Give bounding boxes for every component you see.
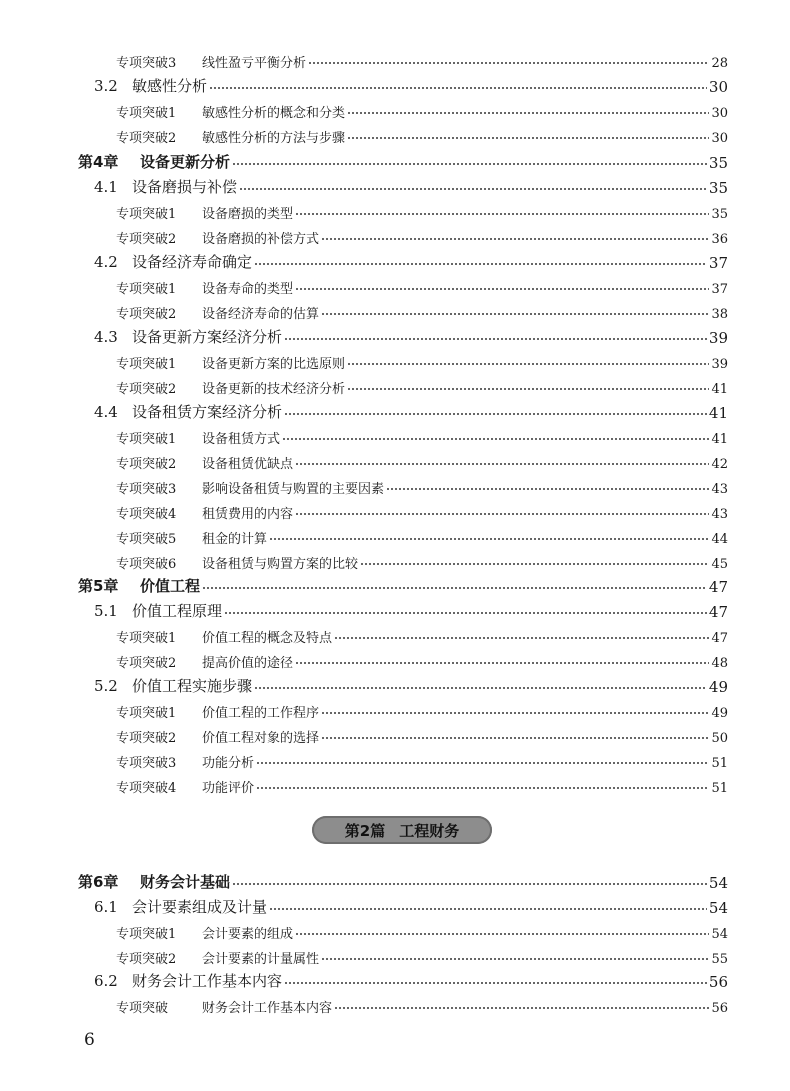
toc-entry-label xyxy=(116,102,345,121)
toc-entry-topic xyxy=(0,747,790,771)
toc-entry-page: 47 xyxy=(708,578,728,596)
toc-entry-label xyxy=(94,896,267,917)
toc-entry-title: 会计要素的计量属性 xyxy=(202,952,320,967)
toc-entry-label xyxy=(116,997,332,1016)
toc-entry-topic xyxy=(0,348,790,372)
toc-entry-sect xyxy=(0,173,790,197)
toc-entry-sect xyxy=(0,967,790,991)
toc-entry-label xyxy=(116,553,358,572)
toc-entry-number: 专项突破2 xyxy=(116,232,177,247)
toc-entry-title: 设备磨损与补偿 xyxy=(132,178,238,196)
toc-entry-title: 租金的计算 xyxy=(202,532,268,547)
dot-leader xyxy=(232,163,707,165)
toc-entry-label xyxy=(116,503,293,522)
toc-entry-label xyxy=(116,702,319,721)
toc-entry-number: 5.1 xyxy=(94,602,118,620)
toc-entry-label xyxy=(94,600,222,621)
toc-entry-number: 专项突破2 xyxy=(116,656,177,671)
toc-entry-page: 28 xyxy=(711,56,728,71)
toc-entry-title: 会计要素的组成 xyxy=(202,927,294,942)
toc-entry-page: 49 xyxy=(711,706,728,721)
toc-entry-title: 影响设备租赁与购置的主要因素 xyxy=(202,482,385,497)
dot-leader xyxy=(295,288,709,290)
toc-entry-topic xyxy=(0,498,790,522)
toc-entry-topic xyxy=(0,992,790,1016)
toc-entry-number: 专项突破2 xyxy=(116,952,177,967)
toc-entry-title: 设备寿命的类型 xyxy=(202,282,294,297)
toc-entry-page: 39 xyxy=(711,357,728,372)
toc-entry-page: 54 xyxy=(708,874,728,892)
dot-leader xyxy=(254,687,707,689)
toc-entry-number: 专项突破2 xyxy=(116,457,177,472)
toc-entry-number: 专项突破1 xyxy=(116,706,177,721)
toc-entry-number: 专项突破6 xyxy=(116,557,177,572)
dot-leader xyxy=(321,958,709,960)
toc-entry-page: 51 xyxy=(711,781,728,796)
toc-entry-chap xyxy=(0,148,790,172)
toc-entry-topic xyxy=(0,198,790,222)
toc-entry-title: 设备更新的技术经济分析 xyxy=(202,382,346,397)
toc-entry-label xyxy=(78,575,200,596)
toc-entry-label xyxy=(116,228,319,247)
dot-leader xyxy=(295,662,709,664)
toc-entry-title: 价值工程 xyxy=(140,577,201,595)
toc-entry-number: 专项突破 xyxy=(116,1001,169,1016)
toc-entry-page: 41 xyxy=(708,404,728,422)
toc-entry-number: 专项突破5 xyxy=(116,532,177,547)
toc-entry-page: 41 xyxy=(711,432,728,447)
toc-entry-label xyxy=(116,52,306,71)
toc-entry-sect xyxy=(0,323,790,347)
toc-entry-title: 设备更新方案经济分析 xyxy=(132,328,283,346)
dot-leader xyxy=(254,263,707,265)
toc-entry-page: 48 xyxy=(711,656,728,671)
toc-entry-title: 设备租赁方式 xyxy=(202,432,281,447)
dot-leader xyxy=(347,112,709,114)
toc-entry-number: 专项突破1 xyxy=(116,357,177,372)
toc-entry-topic xyxy=(0,722,790,746)
toc-entry-number: 专项突破3 xyxy=(116,756,177,771)
toc-entry-topic xyxy=(0,473,790,497)
toc-entry-page: 47 xyxy=(711,631,728,646)
toc-entry-label xyxy=(116,453,293,472)
dot-leader xyxy=(321,737,709,739)
toc-entry-label xyxy=(116,777,254,796)
toc-entry-sect xyxy=(0,72,790,96)
toc-entry-title: 设备租赁方案经济分析 xyxy=(132,403,283,421)
toc-entry-label xyxy=(116,923,293,942)
toc-entry-label xyxy=(94,176,237,197)
toc-entry-chap xyxy=(0,572,790,596)
dot-leader xyxy=(295,933,709,935)
toc-entry-label xyxy=(116,528,267,547)
toc-entry-topic xyxy=(0,448,790,472)
toc-entry-number: 专项突破1 xyxy=(116,207,177,222)
toc-entry-number: 6.2 xyxy=(94,972,118,990)
toc-entry-page: 43 xyxy=(711,507,728,522)
toc-entry-page: 45 xyxy=(711,557,728,572)
toc-entry-page: 47 xyxy=(708,603,728,621)
dot-leader xyxy=(347,363,709,365)
toc-entry-title: 价值工程对象的选择 xyxy=(202,731,320,746)
toc-entry-title: 财务会计工作基本内容 xyxy=(202,1001,333,1016)
toc-entry-title: 价值工程实施步骤 xyxy=(132,677,253,695)
toc-entry-topic xyxy=(0,47,790,71)
toc-entry-title: 设备磨损的类型 xyxy=(202,207,294,222)
toc-entry-title: 敏感性分析 xyxy=(132,77,208,95)
toc-entry-sect xyxy=(0,893,790,917)
toc-entry-title: 价值工程原理 xyxy=(132,602,223,620)
toc-entry-label xyxy=(116,303,319,322)
toc-entry-number: 专项突破3 xyxy=(116,56,177,71)
toc-entry-page: 54 xyxy=(708,899,728,917)
toc-entry-page: 41 xyxy=(711,382,728,397)
toc-entry-topic xyxy=(0,772,790,796)
toc-entry-number: 专项突破4 xyxy=(116,507,177,522)
toc-entry-topic xyxy=(0,622,790,646)
toc-entry-number: 第6章 xyxy=(78,873,119,891)
toc-entry-topic xyxy=(0,273,790,297)
toc-entry-number: 专项突破3 xyxy=(116,482,177,497)
toc-entry-number: 3.2 xyxy=(94,77,118,95)
toc-entry-label xyxy=(94,970,282,991)
toc-entry-title: 线性盈亏平衡分析 xyxy=(202,56,307,71)
toc-entry-number: 专项突破1 xyxy=(116,282,177,297)
toc-entry-topic xyxy=(0,423,790,447)
dot-leader xyxy=(284,982,707,984)
dot-leader xyxy=(282,438,709,440)
toc-entry-title: 设备经济寿命确定 xyxy=(132,253,253,271)
toc-entry-title: 会计要素组成及计量 xyxy=(132,898,268,916)
toc-entry-label xyxy=(116,652,293,671)
toc-entry-topic xyxy=(0,298,790,322)
toc-entry-number: 4.4 xyxy=(94,403,118,421)
toc-entry-title: 设备更新方案的比选原则 xyxy=(202,357,346,372)
toc-entry-label xyxy=(116,752,254,771)
toc-entry-label xyxy=(78,871,230,892)
toc-entry-label xyxy=(116,278,293,297)
toc-entry-topic xyxy=(0,97,790,121)
dot-leader xyxy=(232,883,707,885)
dot-leader xyxy=(284,338,707,340)
toc-entry-label xyxy=(94,401,282,422)
toc-entry-chap xyxy=(0,868,790,892)
dot-leader xyxy=(256,787,709,789)
toc-entry-title: 设备租赁与购置方案的比较 xyxy=(202,557,359,572)
dot-leader xyxy=(202,587,707,589)
toc-entry-title: 敏感性分析的概念和分类 xyxy=(202,106,346,121)
part-banner xyxy=(312,816,492,844)
toc-entry-page: 30 xyxy=(708,78,728,96)
dot-leader xyxy=(334,637,709,639)
dot-leader xyxy=(239,188,707,190)
toc-entry-title: 价值工程的概念及特点 xyxy=(202,631,333,646)
toc-entry-page: 51 xyxy=(711,756,728,771)
toc-entry-number: 专项突破1 xyxy=(116,432,177,447)
toc-entry-title: 租赁费用的内容 xyxy=(202,507,294,522)
toc-entry-number: 4.2 xyxy=(94,253,118,271)
dot-leader xyxy=(284,413,707,415)
toc-entry-topic xyxy=(0,918,790,942)
toc-entry-page: 49 xyxy=(708,678,728,696)
toc-entry-label xyxy=(94,251,252,272)
toc-entry-page: 54 xyxy=(711,927,728,942)
dot-leader xyxy=(295,213,709,215)
dot-leader xyxy=(269,908,707,910)
dot-leader xyxy=(295,513,709,515)
toc-entry-label xyxy=(94,326,282,347)
toc-entry-page: 37 xyxy=(708,254,728,272)
toc-entry-number: 5.2 xyxy=(94,677,118,695)
toc-entry-number: 专项突破2 xyxy=(116,731,177,746)
toc-entry-number: 专项突破4 xyxy=(116,781,177,796)
toc-entry-label xyxy=(116,353,345,372)
toc-entry-title: 提高价值的途径 xyxy=(202,656,294,671)
toc-entry-label xyxy=(116,948,319,967)
dot-leader xyxy=(347,137,709,139)
toc-entry-page: 36 xyxy=(711,232,728,247)
toc-entry-topic xyxy=(0,697,790,721)
part-title: 工程财务 xyxy=(399,821,460,840)
toc-entry-title: 价值工程的工作程序 xyxy=(202,706,320,721)
dot-leader xyxy=(321,238,709,240)
toc-entry-number: 专项突破2 xyxy=(116,131,177,146)
toc-entry-title: 设备磨损的补偿方式 xyxy=(202,232,320,247)
toc-entry-page: 44 xyxy=(711,532,728,547)
toc-entry-topic xyxy=(0,122,790,146)
dot-leader xyxy=(256,762,709,764)
toc-entry-number: 专项突破2 xyxy=(116,307,177,322)
dot-leader xyxy=(321,712,709,714)
dot-leader xyxy=(347,388,709,390)
toc-entry-number: 专项突破1 xyxy=(116,927,177,942)
toc-entry-label xyxy=(116,627,332,646)
toc-entry-number: 第4章 xyxy=(78,153,119,171)
toc-entry-page: 50 xyxy=(711,731,728,746)
toc-entry-page: 30 xyxy=(711,131,728,146)
toc-entry-label xyxy=(116,127,345,146)
dot-leader xyxy=(321,313,709,315)
toc-entry-page: 56 xyxy=(708,973,728,991)
toc-entry-title: 功能评价 xyxy=(202,781,255,796)
toc-entry-title: 财务会计工作基本内容 xyxy=(132,972,283,990)
toc-entry-page: 39 xyxy=(708,329,728,347)
dot-leader xyxy=(224,612,707,614)
part-number: 第2篇 xyxy=(344,821,386,840)
toc-entry-page: 43 xyxy=(711,482,728,497)
toc-entry-page: 35 xyxy=(708,179,728,197)
toc-entry-number: 专项突破2 xyxy=(116,382,177,397)
toc-entry-topic xyxy=(0,647,790,671)
toc-entry-sect xyxy=(0,248,790,272)
toc-entry-title: 设备经济寿命的估算 xyxy=(202,307,320,322)
toc-entry-topic xyxy=(0,943,790,967)
toc-entry-topic xyxy=(0,548,790,572)
toc-entry-title: 设备更新分析 xyxy=(140,153,231,171)
toc-entry-title: 财务会计基础 xyxy=(140,873,231,891)
dot-leader xyxy=(269,538,709,540)
dot-leader xyxy=(295,463,709,465)
toc-entry-label xyxy=(78,151,230,172)
toc-entry-page: 35 xyxy=(708,154,728,172)
toc-entry-label xyxy=(116,727,319,746)
toc-entry-label xyxy=(116,428,280,447)
dot-leader xyxy=(209,87,707,89)
toc-entry-title: 功能分析 xyxy=(202,756,255,771)
page-number: 6 xyxy=(84,1030,95,1050)
toc-entry-number: 专项突破1 xyxy=(116,106,177,121)
toc-entry-label xyxy=(116,378,345,397)
toc-entry-label xyxy=(94,675,252,696)
toc-entry-page: 37 xyxy=(711,282,728,297)
toc-entry-number: 4.1 xyxy=(94,178,118,196)
toc-entry-topic xyxy=(0,223,790,247)
toc-entry-label xyxy=(116,478,384,497)
toc-entry-topic xyxy=(0,523,790,547)
toc-entry-topic xyxy=(0,373,790,397)
dot-leader xyxy=(334,1007,709,1009)
toc-entry-number: 4.3 xyxy=(94,328,118,346)
toc-entry-title: 设备租赁优缺点 xyxy=(202,457,294,472)
toc-entry-sect xyxy=(0,672,790,696)
toc-entry-number: 6.1 xyxy=(94,898,118,916)
toc-entry-number: 专项突破1 xyxy=(116,631,177,646)
toc-entry-page: 35 xyxy=(711,207,728,222)
toc-entry-page: 42 xyxy=(711,457,728,472)
toc-entry-sect xyxy=(0,597,790,621)
toc-entry-label xyxy=(116,203,293,222)
dot-leader xyxy=(360,563,709,565)
dot-leader xyxy=(308,62,709,64)
toc-entry-sect xyxy=(0,398,790,422)
toc-entry-label xyxy=(94,75,207,96)
toc-entry-number: 第5章 xyxy=(78,577,119,595)
toc-entry-page: 56 xyxy=(711,1001,728,1016)
toc-entry-page: 30 xyxy=(711,106,728,121)
dot-leader xyxy=(386,488,709,490)
toc-entry-page: 38 xyxy=(711,307,728,322)
toc-entry-page: 55 xyxy=(711,952,728,967)
toc-entry-title: 敏感性分析的方法与步骤 xyxy=(202,131,346,146)
